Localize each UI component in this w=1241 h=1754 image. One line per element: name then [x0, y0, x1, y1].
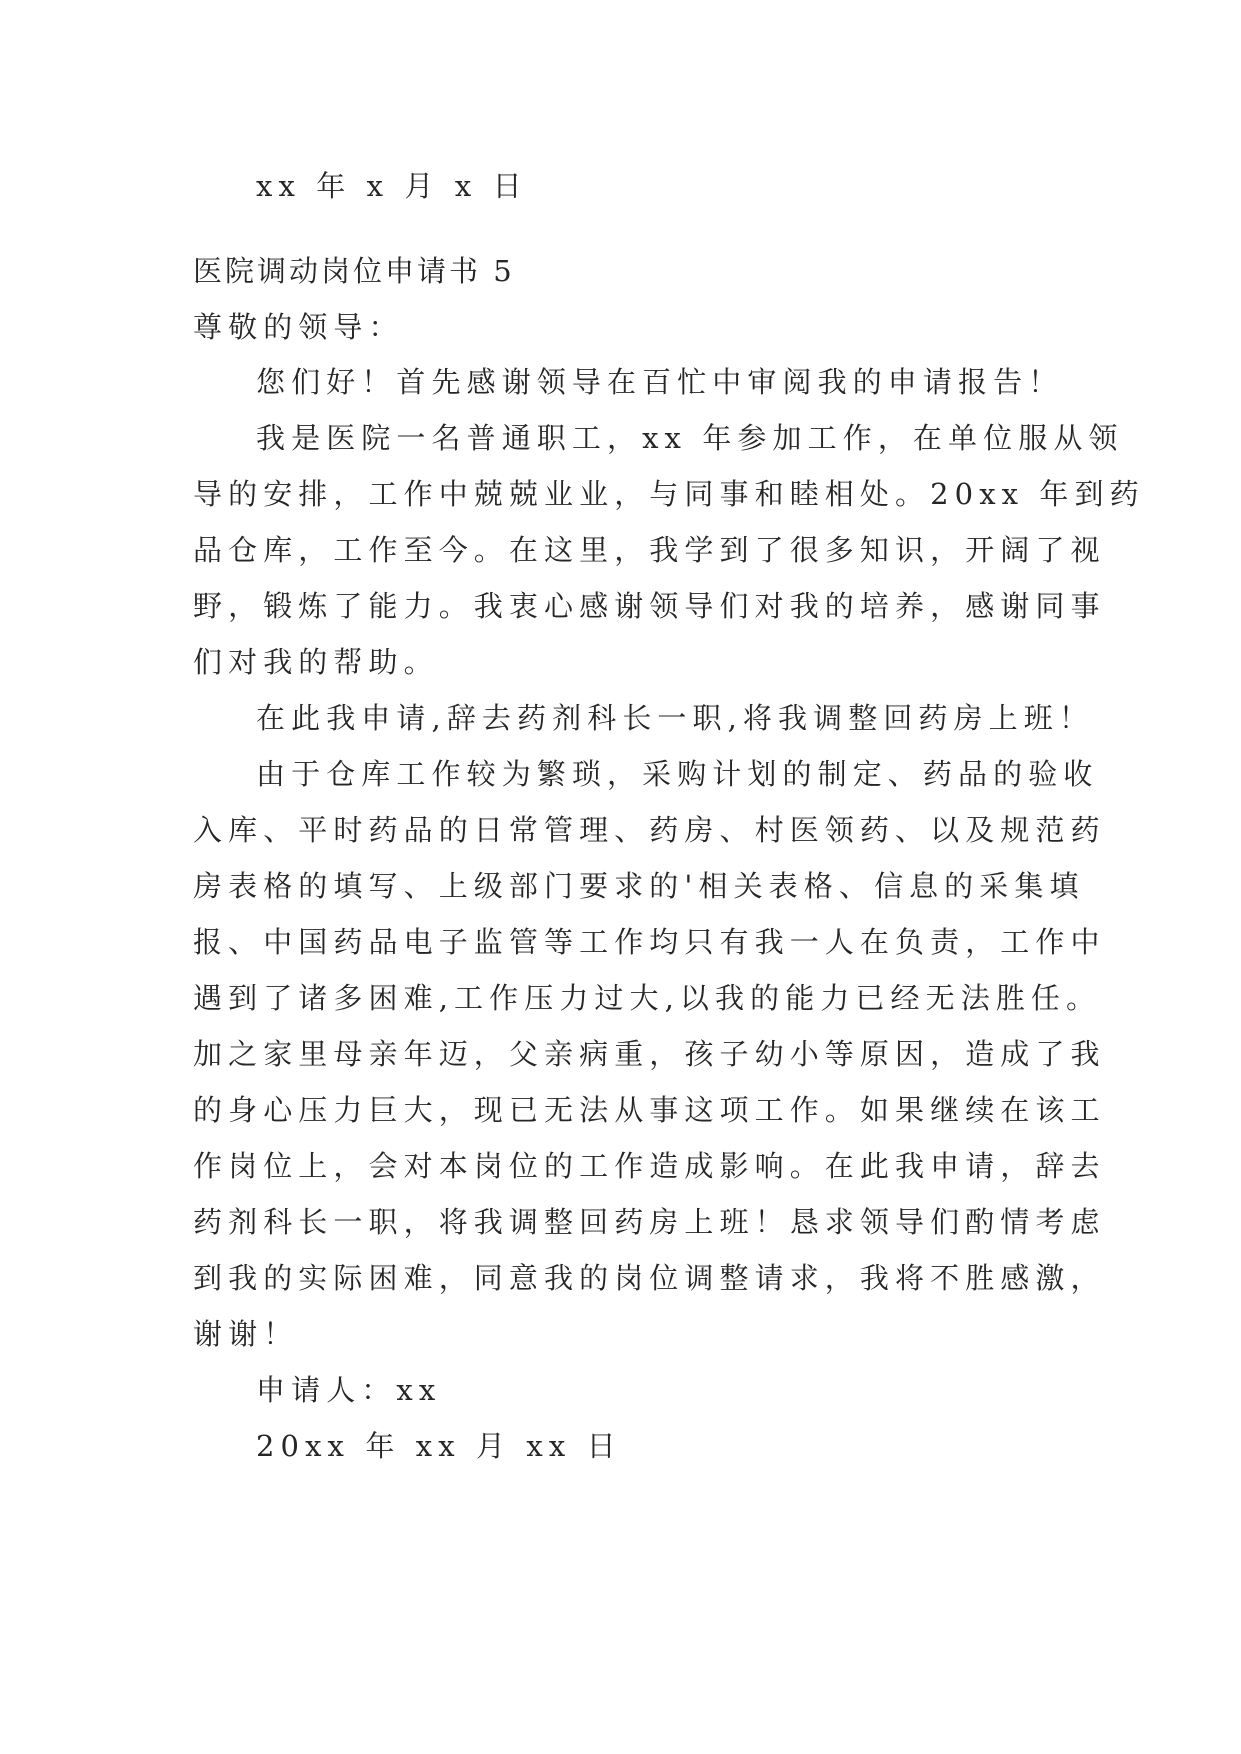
body-line-13: 加之家里母亲年迈，父亲病重，孩子幼小等原因，造成了我	[193, 1037, 1106, 1071]
body-line-18: 谢谢！	[193, 1317, 299, 1351]
body-line-5: 野，锻炼了能力。我衷心感谢领导们对我的培养，感谢同事	[193, 589, 1106, 623]
body-line-11: 报、中国药品电子监管等工作均只有我一人在负责，工作中	[193, 925, 1106, 959]
body-line-4: 品仓库，工作至今。在这里，我学到了很多知识，开阔了视	[193, 533, 1106, 567]
body-line-8: 由于仓库工作较为繁琐，采购计划的制定、药品的验收	[256, 757, 1099, 791]
body-line-9: 入库、平时药品的日常管理、药房、村医领药、以及规范药	[193, 813, 1106, 847]
body-line-6: 们对我的帮助。	[193, 645, 439, 679]
body-line-17: 到我的实际困难，同意我的岗位调整请求，我将不胜感激，	[193, 1261, 1106, 1295]
body-line-1: 您们好！首先感谢领导在百忙中审阅我的申请报告！	[256, 365, 1064, 399]
document-title: 医院调动岗位申请书 5	[193, 254, 515, 288]
body-line-15: 作岗位上，会对本岗位的工作造成影响。在此我申请，辞去	[193, 1149, 1106, 1183]
top-date: xx 年 x 月 x 日	[256, 169, 528, 203]
body-line-3: 导的安排，工作中兢兢业业，与同事和睦相处。20xx 年到药	[193, 477, 1145, 511]
body-line-10: 房表格的填写、上级部门要求的'相关表格、信息的采集填	[193, 869, 1085, 903]
applicant-signature: 申请人：xx	[256, 1373, 442, 1407]
salutation: 尊敬的领导：	[193, 310, 404, 344]
body-line-2: 我是医院一名普通职工，xx 年参加工作，在单位服从领	[256, 421, 1124, 455]
body-line-14: 的身心压力巨大，现已无法从事这项工作。如果继续在该工	[193, 1093, 1106, 1127]
body-line-7: 在此我申请,辞去药剂科长一职,将我调整回药房上班！	[256, 701, 1094, 735]
body-line-12: 遇到了诸多困难,工作压力过大,以我的能力已经无法胜任。	[193, 981, 1102, 1015]
signature-date: 20xx 年 xx 月 xx 日	[256, 1429, 622, 1463]
body-line-16: 药剂科长一职，将我调整回药房上班！恳求领导们酌情考虑	[193, 1205, 1106, 1239]
